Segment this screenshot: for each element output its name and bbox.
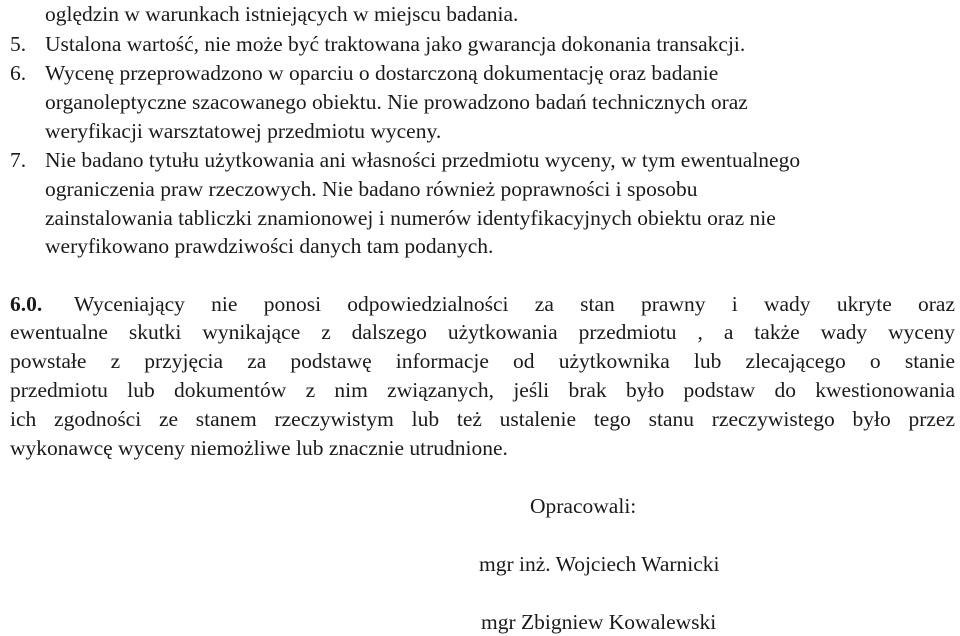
list-item-5-text: Ustalona wartość, nie może być traktowana jako gwarancja dokonania transakcji.	[45, 32, 746, 56]
list-item-6-number: 6.	[10, 61, 27, 85]
list-item-7-line-3: zainstalowania tabliczki znamionowej i numerów identyfikacyjnych obiektu oraz nie	[45, 206, 776, 230]
list-item-7-line-2: ograniczenia praw rzeczowych. Nie badano również poprawności i sposobu	[45, 177, 698, 201]
section-line-3: powstałe z przyjęcia za podstawę informacje od użytkownika lub zlecającego o stanie	[10, 349, 955, 373]
list-item-6-line-3: weryfikacji warsztatowej przedmiotu wyceny.	[45, 119, 442, 143]
list-item-5-number: 5.	[10, 32, 27, 56]
section-line-2: ewentualne skutki wynikające z dalszego użytkowania przedmiotu , a także wady wyceny	[10, 320, 955, 344]
section-number	[10, 292, 42, 316]
list-item-4-continuation: oględzin w warunkach istniejących w miejscu badania.	[45, 2, 519, 26]
section-line-4: przedmiotu lub dokumentów z nim związanych, jeśli brak było podstaw do kwestionowania	[10, 378, 955, 402]
author-2: mgr Zbigniew Kowalewski	[481, 610, 717, 634]
list-item-6-line-1: Wycenę przeprowadzono w oparciu o dostarczoną dokumentację oraz badanie	[45, 61, 719, 85]
author-1: mgr inż. Wojciech Warnicki	[479, 552, 720, 576]
list-item-7-number: 7.	[10, 148, 27, 172]
section-number-text: 6.0.	[10, 292, 43, 316]
list-item-7-line-1: Nie badano tytułu użytkowania ani własności przedmiotu wyceny, w tym ewentualnego	[45, 148, 801, 172]
section-line-6: wykonawcę wyceny niemożliwe lub znacznie utrudnione.	[10, 436, 508, 460]
list-item-6-line-2: organoleptyczne szacowanego obiektu. Nie prowadzono badań technicznych oraz	[45, 90, 748, 114]
section-line-5: ich zgodności ze stanem rzeczywistym lub też ustalenie tego stanu rzeczywistego było przez	[10, 407, 955, 431]
section-line-1: Wyceniający nie ponosi odpowiedzialności za stan prawny i wady ukryte oraz	[74, 292, 955, 316]
list-item-7-line-4: weryfikowano prawdziwości danych tam podanych.	[45, 234, 494, 258]
prepared-by-label: Opracowali:	[530, 494, 637, 518]
